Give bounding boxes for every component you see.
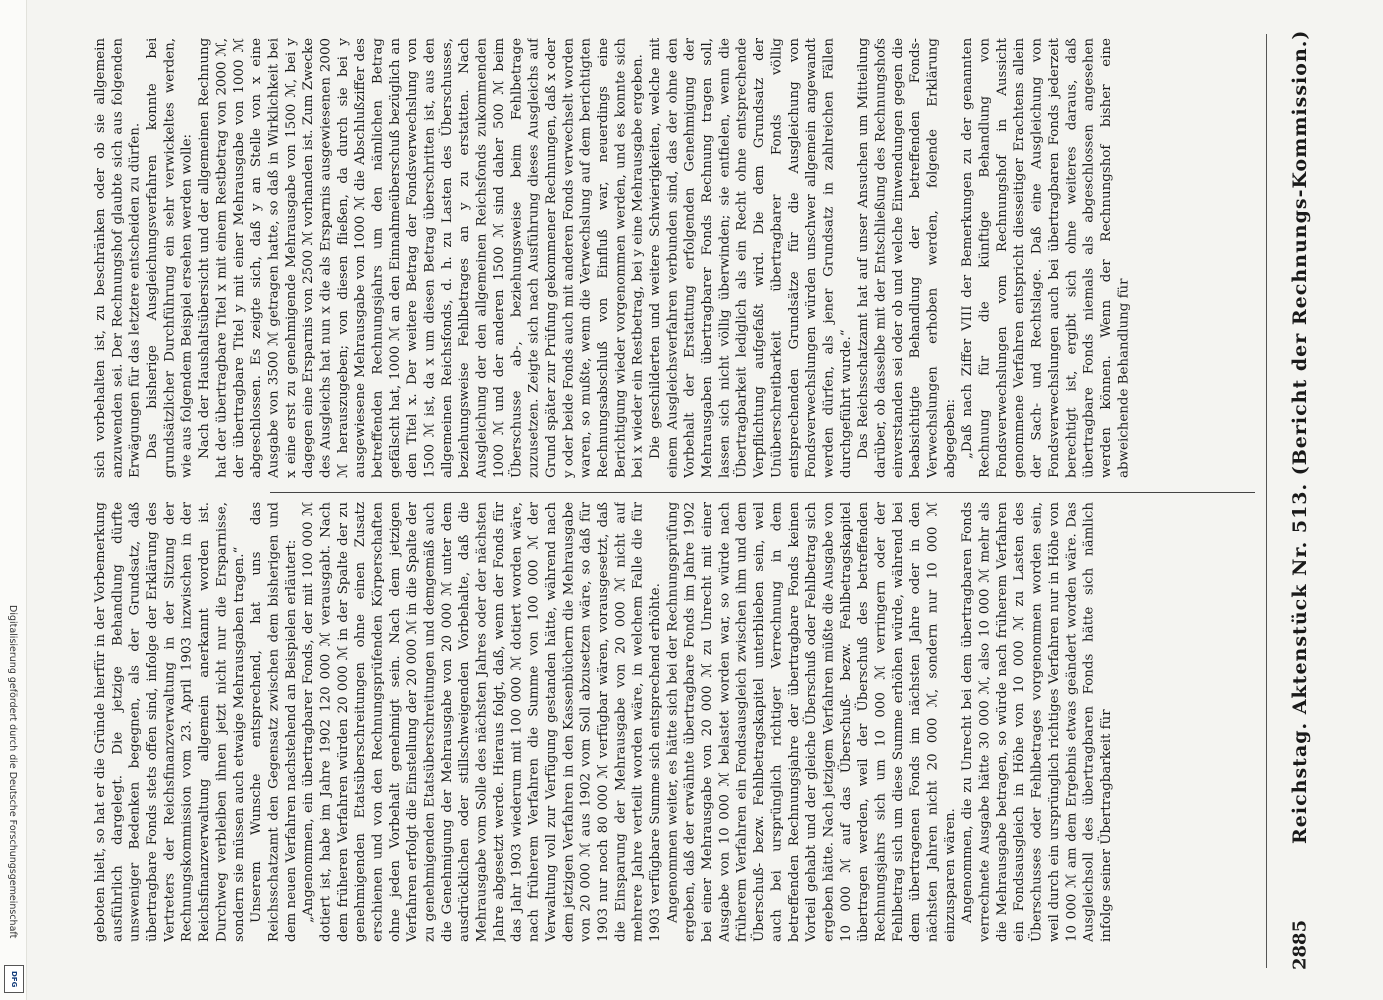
paragraph: Das bisherige Ausgleichungsverfahren konnte bei grundsätzlicher Durchführung ein sehr verwickeltes werden, wie aus folgendem Beispiel ersehen werden wolle: bbox=[145, 38, 195, 478]
header-divider bbox=[1266, 34, 1267, 968]
text-column-left bbox=[92, 38, 1262, 478]
paragraph: geboten hielt, so hat er die Gründe hierfür in der Vorbemerkung ausführlich dargelegt. Die jetzige Behandlung dürfte unsweniger Bedenken begegnen, als der Grundsatz, daß übertragbare Fonds stets offen sind, infolge der Erklärung des Vertreters der Reichsfinanzverwaltung in der Sitzung der Rechnungskommission vom 23. April 1903 inzwischen in der Reichsfinanzverwaltung allgemein anerkannt worden ist. Durchweg verbleiben ihnen jetzt nicht nur die Ersparnisse, sondern sie müssen auch etwaige Mehrausgaben tragen.“ bbox=[93, 502, 247, 942]
paragraph: Das Reichsschatzamt hat auf unser Ansuchen um Mitteilung darüber, ob dasselbe mit der Entschließung des Rechnungshofs einverstanden sei oder ob und welche Einwendungen gegen die beabsichtigte Behandlung der betreffenden Fonds-Verwechslungen erhoben werden, folgende Erklärung abgegeben: bbox=[856, 38, 958, 478]
dfg-logo: DFG bbox=[4, 965, 24, 993]
paragraph: Angenommen weiter, es hätte sich bei der Rechnungsprüfung ergeben, daß der erwähnte übertragbare Fonds im Jahre 1902 bei einer Mehrausgabe von 20 000 ℳ zu Unrecht mit einer Ausgabe von 10 000 ℳ belastet worden war, so würde nach früherem Verfahren ein Fondsausgleich zwischen ihm und dem Überschuß- bezw. Fehlbetragskapitel unterblieben sein, weil auch bei ursprünglich richtiger Verrechnung in dem betreffenden Rechnungsjahre der übertragbare Fonds keinen Vorteil gehabt und der gleiche Überschuß oder Fehlbetrag sich ergeben hätte. Nach jetzigem Verfahren müßte die Ausgabe von 10 000 ℳ auf das Überschuß- bezw. Fehlbetragskapitel übertragen werden, weil der Überschuß des betreffenden Rechnungsjahrs sich um 10 000 ℳ verringern oder der Fehlbetrag sich um diese Summe erhöhen würde, während bei dem übertragenen Fonds im nächsten Jahre oder in den nächsten Jahren nicht 20 000 ℳ, sondern nur 10 000 ℳ einzusparen wären. bbox=[665, 502, 958, 942]
page-number: 2885 bbox=[1289, 919, 1311, 970]
paragraph: „Daß nach Ziffer VIII der Bemerkungen zu der genannten Rechnung für die künftige Behandlung von Fondsverwechslungen vom Rechnungshof in Aussicht genommene Verfahren entspricht diesseitiger Erachtens allein der Sach- und Rechtslage. Daß eine Ausgleichung von Fondsverwechslungen auch bei übertragbaren Fonds jederzeit berechtigt ist, ergibt sich ohne weiteres daraus, daß übertragbare Fonds niemals als abgeschlossen angesehen werden können. Wenn der Rechnungshof bisher eine abweichende Behandlung für bbox=[960, 38, 1132, 478]
paragraph: Nach der Haushaltsübersicht und der allgemeinen Rechnung hat der übertragbare Titel x mit einem Restbetrag von 2000 ℳ, der übertragbare Titel y mit einer Mehrausgabe von 1000 ℳ abgeschlossen. Es zeigte sich, daß y an Stelle von x eine Ausgabe von 3500 ℳ getragen hatte, so daß in Wirklichkeit bei x eine erst zu genehmigende Mehrausgabe von 1500 ℳ, bei y dagegen eine Ersparnis von 2500 ℳ vorhanden ist. Zum Zwecke des Ausgleichs hat nun x die als Ersparnis ausgewiesenen 2000 ℳ herauszugeben; von diesen fließen, da durch sie bei y ausgewiesene Mehrausgabe von 1000 ℳ die Abschlußziffer des betreffenden Rechnungsjahrs um den nämlichen Betrag gefälscht hat, 1000 ℳ an den Einnahmeüberschuß bezüglich an den Titel x. Der weitere Betrag der Fondsverwechslung von 1500 ℳ ist, da x um diesen Betrag überschritten ist, aus den allgemeinen Reichsfonds, d. h. zu Lasten des Überschusses, beziehungsweise Fehlbetrages an y zu erstatten. Nach Ausgleichung der den allgemeinen Reichsfonds zukommenden 1000 ℳ und der anderen 1500 ℳ sind daher 500 ℳ beim Überschusse ab-, beziehungsweise beim Fehlbetrage zuzusetzen. Zeigte sich nach Ausführung dieses Ausgleichs auf Grund später zur Prüfung gekommener Rechnungen, daß x oder y oder beide Fonds auch mit anderen Fonds verwechselt worden waren, so mußte, wenn die Verwechslung auf dem berichtigten Rechnungsabschluß von Einfluß war, neuerdings eine Berichtigung wieder vorgenommen werden, und es konnte sich bei x wieder ein Restbetrag, bei y eine Mehrausgabe ergeben. bbox=[197, 38, 646, 478]
digitization-sidebar bbox=[0, 0, 27, 1000]
page-header bbox=[1280, 30, 1320, 970]
paragraph: Angenommen, die zu Unrecht bei dem übertragbaren Fonds verrechnete Ausgabe hätte 30 000 ℳ, also 10 000 ℳ mehr als die Mehrausgabe betragen, so würde nach früherem Verfahren ein Fondsausgleich in Höhe von 10 000 ℳ zu Lasten des Überschusses oder Fehlbetrages vorgenommen worden sein, weil durch ein ursprünglich richtiges Verfahren nur in Höhe von 10 000 ℳ am dem Ergebnis etwas geändert worden wäre. Das Ausgleichsoll des übertragbaren Fonds hätte sich nämlich infolge seiner Übertragbarkeit für bbox=[960, 502, 1114, 942]
text-column-right bbox=[92, 502, 1262, 942]
page-title: Reichstag. Aktenstück Nr. 513. (Bericht der Rechnungs-Kommission.) bbox=[1289, 30, 1311, 845]
paragraph: Unserem Wunsche entsprechend, hat uns das Reichsschatzamt den Gegensatz zwischen dem bisherigen und dem neuen Verfahren nachstehend an Beispielen erläutert: bbox=[249, 502, 299, 942]
paragraph: „Angenommen, ein übertragbarer Fonds, der mit 100 000 ℳ dotiert ist, habe im Jahre 1902 120 000 ℳ verausgabt. Nach dem früheren Verfahren würden 20 000 ℳ in der Spalte der zu genehmigenden Etatsüberschreitungen ohne einen Zusatz erschienen und von den Rechnungsprüfenden Körperschaften ohne jeden Vorbehalt genehmigt sein. Nach dem jetzigen Verfahren erfolgt die Einstellung der 20 000 ℳ in die Spalte der zu genehmigenden Etatsüberschreitungen und demgemäß auch die Genehmigung der Mehrausgabe von 20 000 ℳ unter dem ausdrücklichen oder stillschweigenden Vorbehalte, daß die Mehrausgabe vom Solle des nächsten Jahres oder der nächsten Jahre abgesetzt werde. Hieraus folgt, daß, wenn der Fonds für das Jahr 1903 wiederum mit 100 000 ℳ dotiert worden wäre, nach früherem Verfahren die Summe von 100 000 ℳ der Verwaltung voll zur Verfügung gestanden hätte, während nach dem jetzigen Verfahren in den Kassenbüchern die Mehrausgabe von 20 000 ℳ aus 1902 vom Soll abzusetzen wäre, so daß für 1903 nur noch 80 000 ℳ verfügbar wären, vorausgesetzt, daß die Einsparung der Mehrausgabe von 20 000 ℳ nicht auf mehrere Jahre verteilt worden wäre, in welchem Falle die für 1903 verfügbare Summe sich entsprechend erhöhte. bbox=[301, 502, 663, 942]
column-divider bbox=[270, 492, 1255, 493]
funding-credit: Digitalisierung gefördert durch die Deutsche Forschungsgemeinschaft bbox=[7, 605, 18, 939]
paragraph: Die geschilderten und weitere Schwierigkeiten, welche mit einem Ausgleichsverfahren verbunden sind, das der ohne den Vorbehalt der Erstattung erfolgenden Genehmigung der Mehrausgaben übertragbarer Fonds Rechnung tragen soll, lassen sich nicht völlig überwinden; sie entfielen, wenn die Übertragbarkeit lediglich als ein Recht ohne entsprechende Verpflichtung aufgefaßt wird. Die dem Grundsatz der Unüberschreitbarkeit übertragbarer Fonds völlig entsprechenden Grundsätze für die Ausgleichung von Fondsverwechslungen würden unschwer allgemein angewandt werden dürfen, als jener Grundsatz in zahlreichen Fällen durchgeführt wurde.“ bbox=[648, 38, 854, 478]
paragraph: sich vorbehalten ist, zu beschränken oder ob sie allgemein anzuwenden sei. Der Rechnungshof glaubte sich aus folgenden Erwägungen für das letztere entscheiden zu dürfen. bbox=[93, 38, 143, 478]
